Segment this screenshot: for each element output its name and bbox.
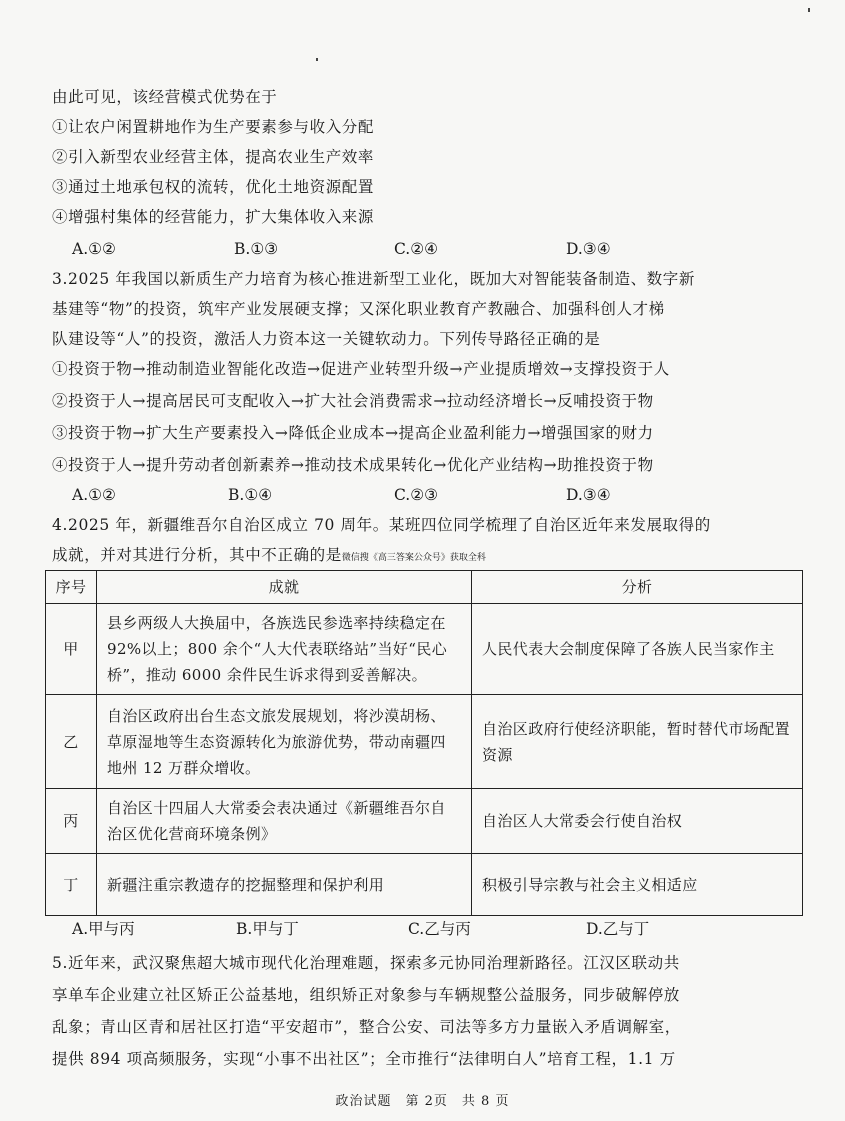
header-analysis: 分析 <box>472 571 803 604</box>
option-a[interactable]: A.甲与丙 <box>72 920 135 938</box>
q3-stem-line-3: 队建设等“人”的投资，激活人力资本这一关键软动力。下列传导路径正确的是 <box>52 330 601 348</box>
q2-item-3: ③通过土地承包权的流转，优化土地资源配置 <box>52 178 375 196</box>
row-analysis: 自治区人大常委会行使自治权 <box>472 789 803 854</box>
header-index: 序号 <box>46 571 97 604</box>
row-index: 丁 <box>46 854 97 916</box>
q4-stem-line-1: 4.2025 年，新疆维吾尔自治区成立 70 周年。某班四位同学梳理了自治区近年来发展取得的 <box>52 516 711 534</box>
row-achievement: 县乡两级人大换届中，各族选民参选率持续稳定在 92%以上；800 余个“人大代表联络站”当好“民心桥”，推动 6000 余件民生诉求得到妥善解决。 <box>97 604 472 695</box>
option-c[interactable]: C.②③ <box>394 486 439 504</box>
q5-stem-line-3: 乱象；青山区青和居社区打造“平安超市”，整合公安、司法等多方力量嵌入矛盾调解室， <box>52 1018 681 1036</box>
q4-stem-line-2 <box>52 544 486 569</box>
q5-stem-line-4: 提供 894 项高频服务，实现“小事不出社区”；全市推行“法律明白人”培育工程，1.1 万 <box>52 1050 676 1068</box>
q2-item-4: ④增强村集体的经营能力，扩大集体收入来源 <box>52 208 375 226</box>
scan-mark <box>808 8 810 12</box>
option-d[interactable]: D.乙与丁 <box>586 920 650 938</box>
q2-item-1: ①让农户闲置耕地作为生产要素参与收入分配 <box>52 118 375 136</box>
option-b[interactable]: B.①④ <box>228 486 273 504</box>
table-row <box>46 854 803 916</box>
page-footer: 政治试题 第 2页 共 8 页 <box>335 1094 510 1109</box>
watermark-text: 微信搜《高三答案公众号》获取全科 <box>341 553 486 563</box>
row-analysis: 自治区政府行使经济职能，暂时替代市场配置资源 <box>472 695 803 789</box>
option-b[interactable]: B.甲与丁 <box>236 920 299 938</box>
q3-item-3: ③投资于物→扩大生产要素投入→降低企业成本→提高企业盈利能力→增强国家的财力 <box>52 424 654 442</box>
q4-stem-text: 成就，并对其进行分析，其中不正确的是 <box>52 546 342 564</box>
q3-stem-line-2: 基建等“物”的投资，筑牢产业发展硬支撑；又深化职业教育产教融合、加强科创人才梯 <box>52 300 665 318</box>
option-b[interactable]: B.①③ <box>234 240 279 258</box>
option-a[interactable]: A.①② <box>72 486 116 504</box>
scan-mark <box>316 58 318 61</box>
q3-stem-line-1: 3.2025 年我国以新质生产力培育为核心推进新型工业化，既加大对智能装备制造、数字新 <box>52 270 695 288</box>
option-d[interactable]: D.③④ <box>566 240 611 258</box>
table-header-row <box>46 571 803 604</box>
option-c[interactable]: C.乙与丙 <box>408 920 471 938</box>
row-index: 乙 <box>46 695 97 789</box>
table-row <box>46 695 803 789</box>
row-index: 甲 <box>46 604 97 695</box>
table-row <box>46 604 803 695</box>
row-analysis: 人民代表大会制度保障了各族人民当家作主 <box>472 604 803 695</box>
row-analysis: 积极引导宗教与社会主义相适应 <box>472 854 803 916</box>
option-a[interactable]: A.①② <box>72 240 116 258</box>
q5-stem-line-2: 享单车企业建立社区矫正公益基地，组织矫正对象参与车辆规整公益服务，同步破解停放 <box>52 986 680 1004</box>
q3-item-4: ④投资于人→提升劳动者创新素养→推动技术成果转化→优化产业结构→助推投资于物 <box>52 456 654 474</box>
row-achievement: 新疆注重宗教遗存的挖掘整理和保护利用 <box>97 854 472 916</box>
row-achievement: 自治区十四届人大常委会表决通过《新疆维吾尔自治区优化营商环境条例》 <box>97 789 472 854</box>
option-d[interactable]: D.③④ <box>566 486 611 504</box>
row-achievement: 自治区政府出台生态文旅发展规划，将沙漠胡杨、草原湿地等生态资源转化为旅游优势，带动南疆四地州 12 万群众增收。 <box>97 695 472 789</box>
table-row <box>46 789 803 854</box>
q2-intro: 由此可见，该经营模式优势在于 <box>52 88 278 106</box>
header-achievement: 成就 <box>97 571 472 604</box>
q3-item-1: ①投资于物→推动制造业智能化改造→促进产业转型升级→产业提质增效→支撑投资于人 <box>52 360 670 378</box>
q5-stem-line-1: 5.近年来，武汉聚焦超大城市现代化治理难题，探索多元协同治理新路径。江汉区联动共 <box>52 954 680 972</box>
option-c[interactable]: C.②④ <box>394 240 439 258</box>
q2-item-2: ②引入新型农业经营主体，提高农业生产效率 <box>52 148 375 166</box>
q3-item-2: ②投资于人→提高居民可支配收入→扩大社会消费需求→拉动经济增长→反哺投资于物 <box>52 392 654 410</box>
row-index: 丙 <box>46 789 97 854</box>
achievement-table <box>45 570 803 916</box>
